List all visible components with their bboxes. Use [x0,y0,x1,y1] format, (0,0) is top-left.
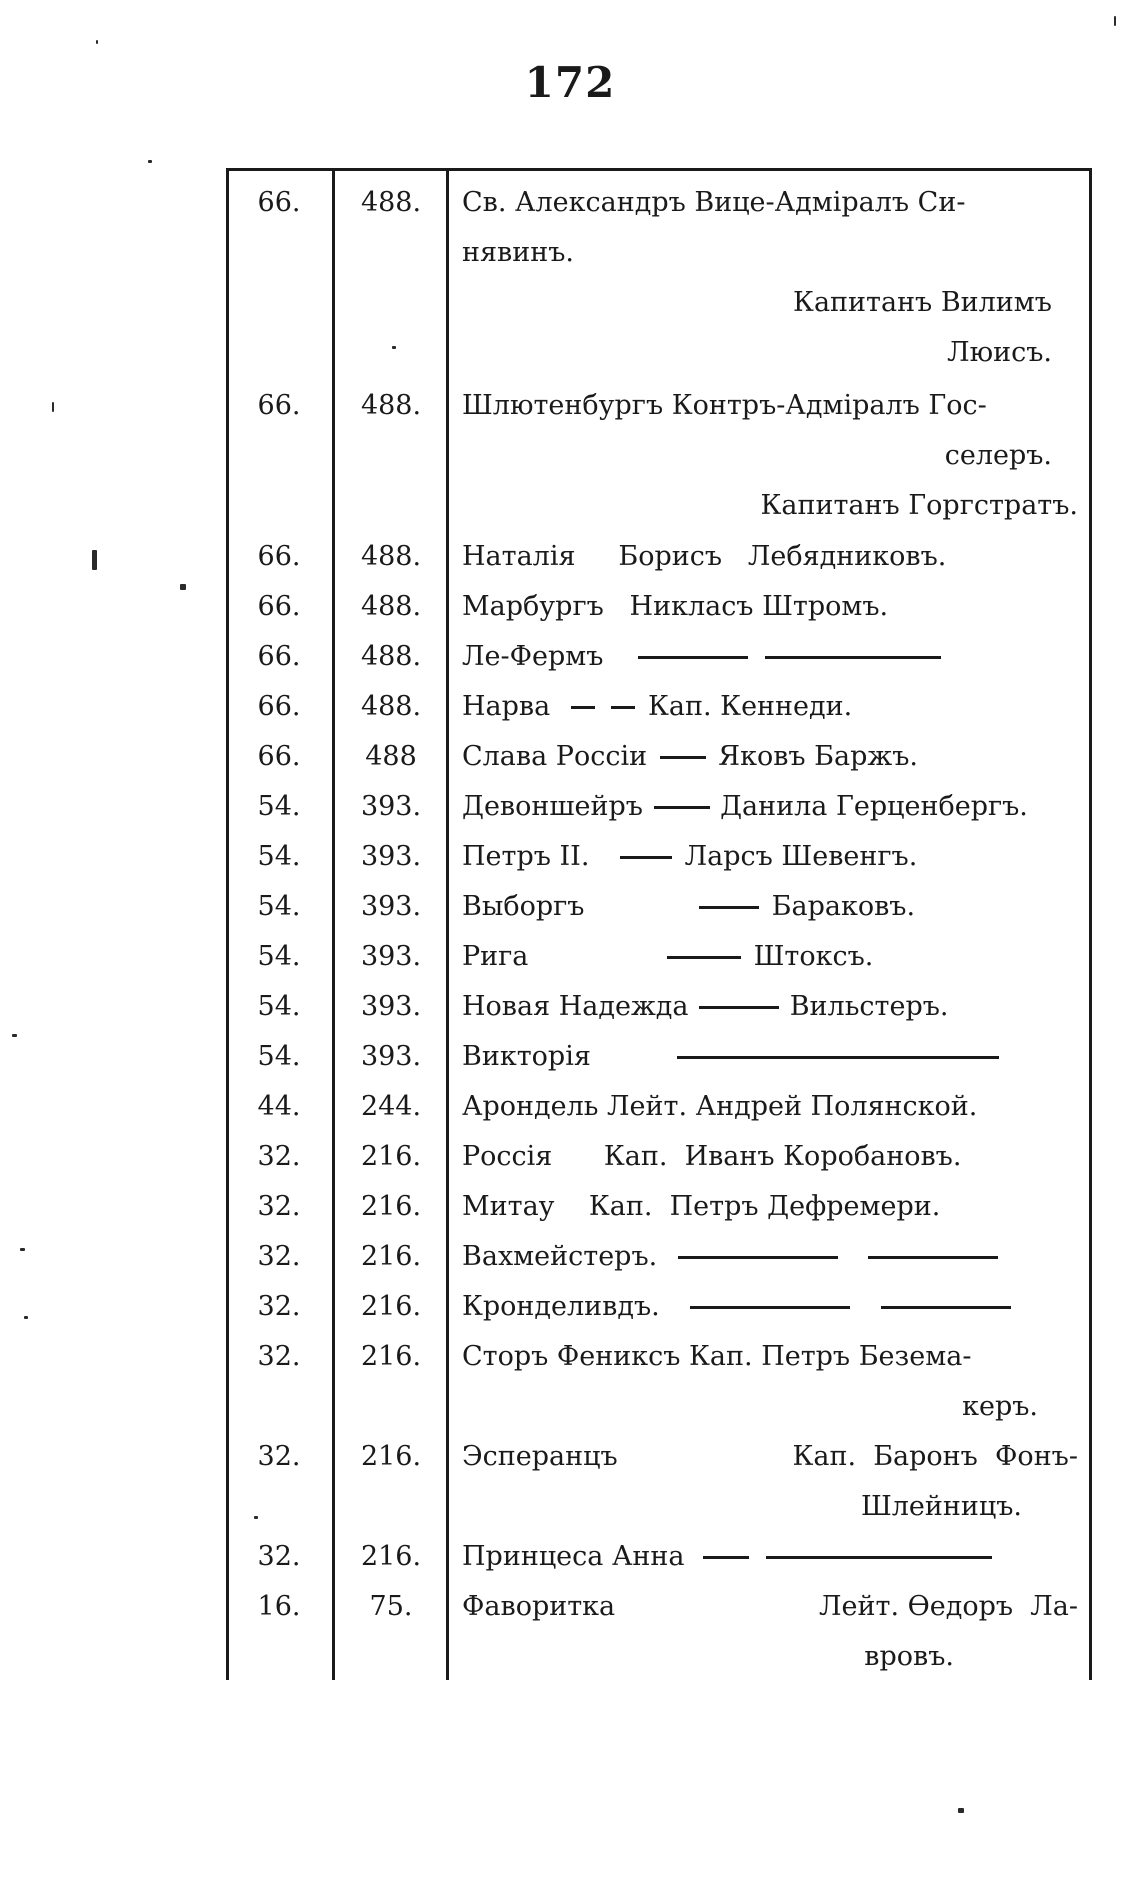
crew-cell: 216. [360,1341,422,1372]
ship-cell: Митау Кап. Петръ Дефремери. [462,1191,941,1222]
ship-line: Рига [462,941,529,972]
ship-line: Данила Герценбергъ. [720,791,1028,822]
crew-cell: 488. [360,691,422,722]
guns-cell: 54. [257,1041,301,1072]
guns-cell: 66. [257,741,301,772]
table-top-rule [226,168,1092,171]
guns-cell: 54. [257,991,301,1022]
ship-line: Капитанъ Горгстратъ. [760,490,1078,521]
scan-speck [392,346,396,349]
ship-line: Кронделивдъ. [462,1291,660,1322]
ship-cell [448,1032,1078,1082]
scan-speck [180,584,186,590]
guns-cell: 32. [257,1441,301,1472]
crew-cell: 488. [360,541,422,572]
ship-cell: Арондель Лейт. Андрей Полянской. [462,1091,978,1122]
ship-line: Викторія [462,1041,591,1072]
ship-cell [448,1582,1078,1682]
guns-cell: 54. [257,841,301,872]
ship-line: нявинъ. [462,237,574,268]
ship-line: Кап. Кеннеди. [648,691,853,722]
dash-rule [571,706,595,709]
dash-rule [881,1306,1011,1309]
ship-cell [448,782,1078,832]
ship-line: Штоксъ. [753,941,874,972]
crew-cell: 244. [360,1091,422,1122]
crew-cell: 393. [360,841,422,872]
ship-line: Фаворитка [462,1591,616,1622]
ship-cell [448,682,1078,732]
dash-rule [703,1556,749,1559]
guns-cell: 54. [257,941,301,972]
crew-cell: 216. [360,1291,422,1322]
dash-rule [654,806,710,809]
ship-cell [448,1332,1078,1432]
ship-line: Лe-Фермъ [462,641,604,672]
ship-cell: Наталія Борисъ Лебядниковъ. [462,541,947,572]
crew-cell: 393. [360,791,422,822]
dash-rule [766,1556,992,1559]
ship-cell [448,178,1078,378]
crew-cell: 488. [360,641,422,672]
crew-cell: 216. [360,1141,422,1172]
crew-cell: 393. [360,891,422,922]
ship-line: Выборгъ [462,891,585,922]
guns-cell: 66. [257,187,301,218]
dash-rule [868,1256,998,1259]
ship-line: Яковъ Баржъ. [718,741,918,772]
ship-cell [448,632,1078,682]
crew-cell: 216. [360,1541,422,1572]
guns-cell: 66. [257,691,301,722]
crew-cell: 393. [360,941,422,972]
ship-cell [448,832,1078,882]
scan-speck [52,402,54,412]
guns-cell: 32. [257,1541,301,1572]
guns-cell: 32. [257,1291,301,1322]
scan-speck [24,1316,28,1319]
ship-cell: Марбургъ Никласъ Штромъ. [462,591,889,622]
guns-cell: 32. [257,1341,301,1372]
dash-rule [690,1306,850,1309]
ship-line: Вильстеръ. [789,991,949,1022]
scan-speck [12,1034,17,1037]
ship-line: Капитанъ Вилимъ [793,287,1052,318]
ship-cell [448,1282,1078,1332]
dash-rule [678,1256,838,1259]
scan-speck [148,160,152,163]
ship-line: Кап. Баронъ Фонъ- [792,1441,1078,1472]
scan-speck [96,40,98,44]
ship-line: селеръ. [944,440,1052,471]
scan-speck [254,1516,258,1519]
crew-cell: 216. [360,1191,422,1222]
dash-rule [699,906,759,909]
ship-line: Лейт. Ѳедоръ Ла- [819,1591,1078,1622]
ship-line: Шлютенбургъ Контръ-Адміралъ Гос- [462,390,987,421]
crew-cell: 393. [360,991,422,1022]
ship-line: Сторъ Фениксъ Кап. Петръ Безема- [462,1341,972,1372]
crew-cell: 393. [360,1041,422,1072]
ship-cell [448,1232,1078,1282]
scan-speck [1114,16,1116,26]
guns-cell: 66. [257,541,301,572]
guns-cell: 32. [257,1191,301,1222]
dash-rule [699,1006,779,1009]
crew-cell: 488 [365,741,417,772]
crew-cell: 488. [360,187,422,218]
guns-cell: 32. [257,1241,301,1272]
guns-cell: 66. [257,641,301,672]
guns-cell: 66. [257,591,301,622]
dash-rule [638,656,748,659]
ship-table [226,168,1092,1680]
crew-cell: 216. [360,1441,422,1472]
dash-rule [667,956,741,959]
ship-line: Св. Александръ Вице-Адміралъ Си- [462,187,966,218]
crew-cell: 488. [360,390,422,421]
scan-speck [20,1248,25,1251]
scan-speck [92,550,97,570]
ship-cell [448,732,1078,782]
dash-rule [660,756,706,759]
guns-cell: 16. [257,1591,301,1622]
ship-line: вровъ. [864,1641,954,1672]
dash-rule [620,856,672,859]
dash-rule [611,706,635,709]
guns-cell: 54. [257,791,301,822]
guns-cell: 44. [257,1091,301,1122]
ship-cell [448,1432,1078,1532]
ship-line: Шлейницъ. [860,1491,1022,1522]
table-right-rule [1089,168,1092,1680]
ship-line: Эсперанцъ [462,1441,618,1472]
crew-cell: 216. [360,1241,422,1272]
ship-line: Ларсъ Шевенгъ. [684,841,918,872]
scan-speck [958,1808,964,1813]
ship-cell [448,932,1078,982]
ship-cell [448,381,1078,531]
ship-line: Бараковъ. [771,891,916,922]
ship-cell [448,1532,1078,1582]
crew-cell: 488. [360,591,422,622]
ship-line: Девоншейръ [462,791,643,822]
ship-line: керъ. [962,1391,1038,1422]
ship-line: Нарва [462,691,551,722]
dash-rule [765,656,941,659]
ship-cell [448,882,1078,932]
ship-line: Люисъ. [947,337,1052,368]
ship-line: Новая Надежда [462,991,689,1022]
ship-cell: Россія Кап. Иванъ Коробановъ. [462,1141,962,1172]
dash-rule [677,1056,999,1059]
guns-cell: 66. [257,390,301,421]
ship-line: Принцеса Анна [462,1541,685,1572]
page-number: 172 [524,58,616,107]
ship-line: Петръ II. [462,841,590,872]
ship-cell [448,982,1078,1032]
crew-cell: 75. [369,1591,413,1622]
ship-line: Слава Россіи [462,741,648,772]
guns-cell: 54. [257,891,301,922]
guns-cell: 32. [257,1141,301,1172]
ship-line: Вахмейстеръ. [462,1241,658,1272]
